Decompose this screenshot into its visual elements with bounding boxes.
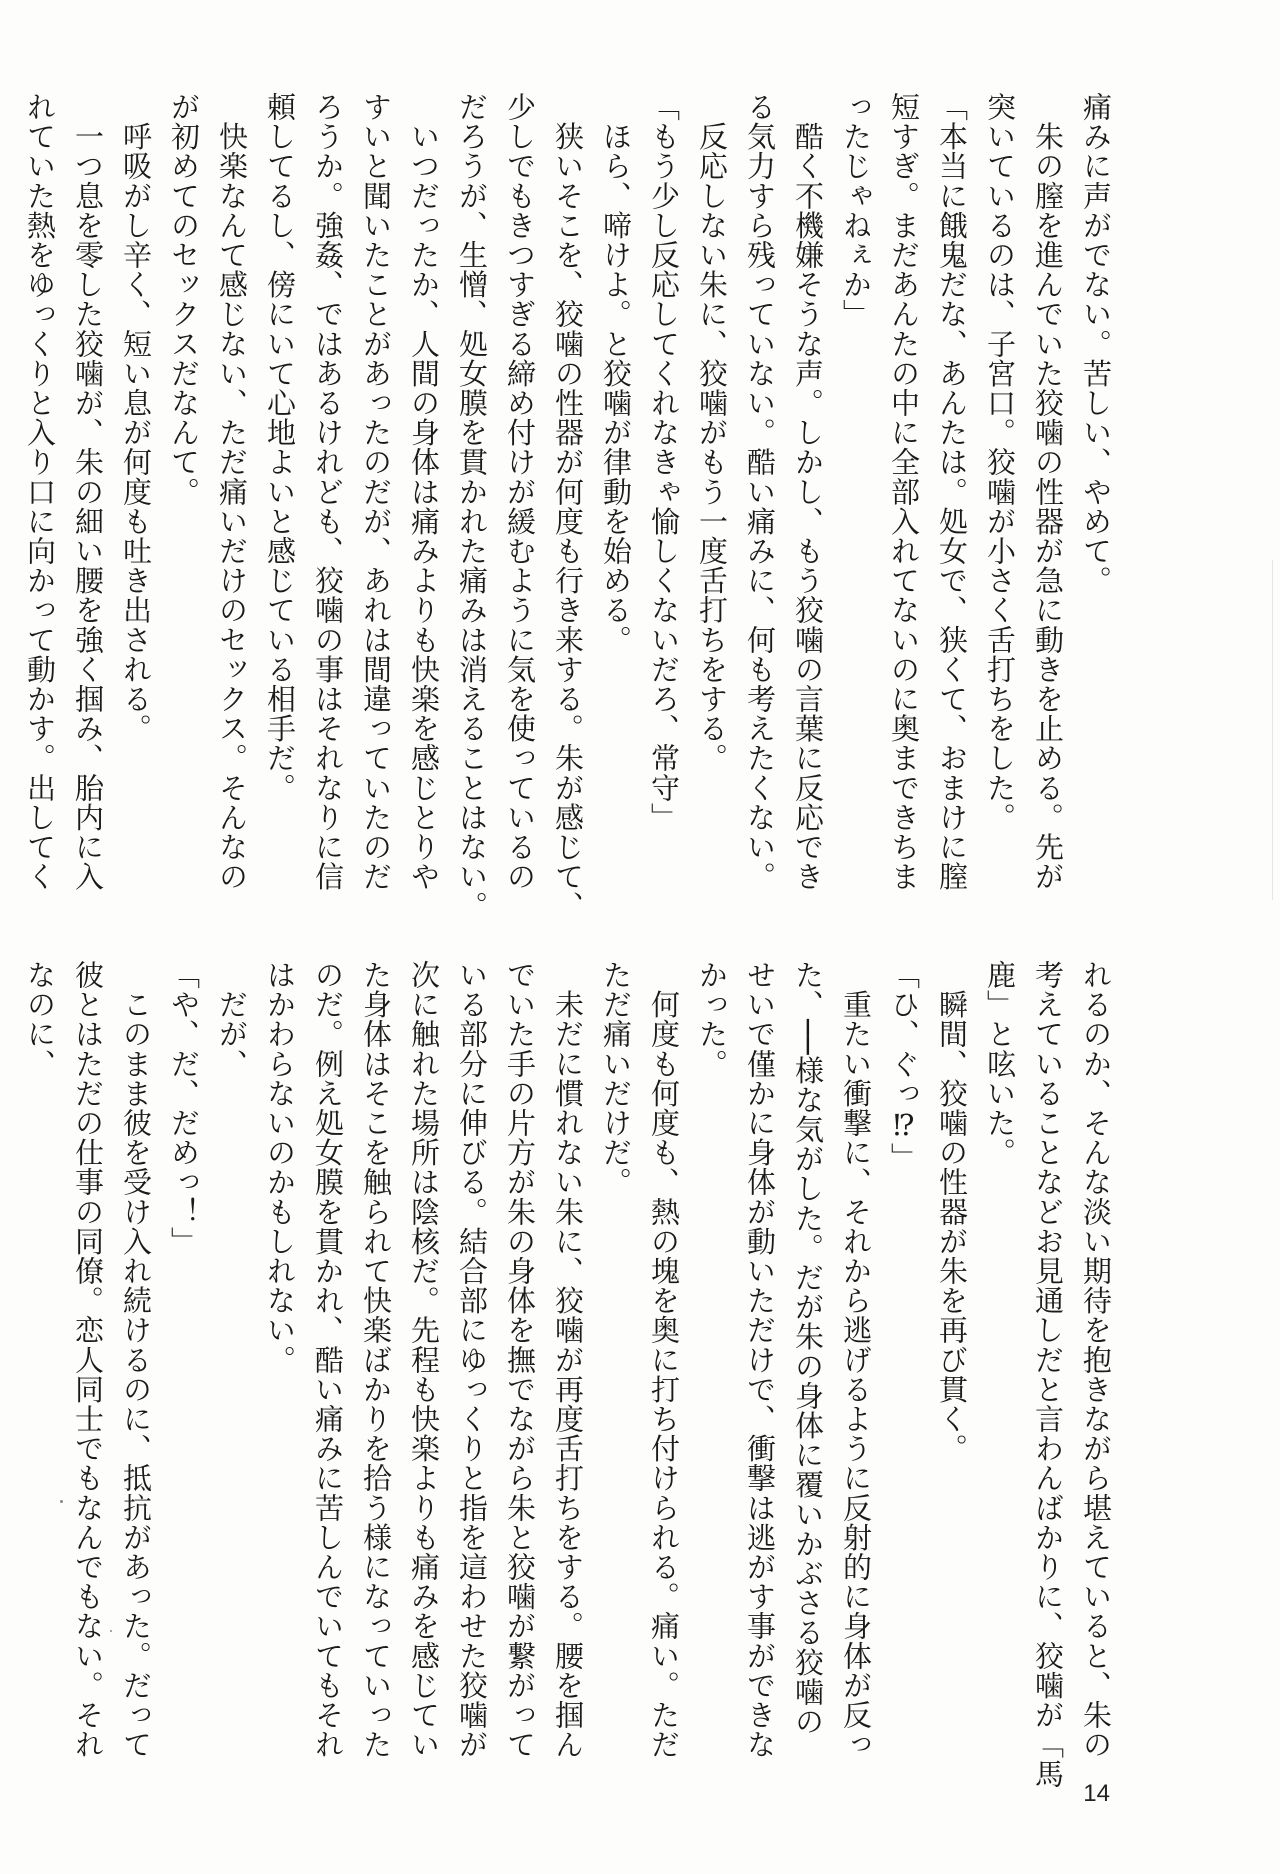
text-line: なのに、: [23, 960, 57, 1079]
scan-edge-shadow: [1272, 560, 1273, 900]
text-line: 痛みに声がでない。苦しい、やめて。: [1079, 92, 1113, 596]
text-line: 次に触れた場所は陰核だ。先程も快楽よりも痛みを感じてい: [407, 960, 441, 1760]
text-line: 瞬間、狡噛の性器が朱を再び貫く。: [935, 960, 969, 1464]
text-line: 朱の膣を進んでいた狡噛の性器が急に動きを止める。先が: [1031, 92, 1065, 892]
text-line: れるのか、そんな淡い期待を抱きながら堪えていると、朱の: [1079, 960, 1113, 1760]
text-line: だろうが、生憎、処女膜を貫かれた痛みは消えることはない。: [455, 92, 489, 921]
text-line: 彼とはただの仕事の同僚。恋人同士でもなんでもない。それ: [71, 960, 105, 1760]
text-line: 酷く不機嫌そうな声。しかし、もう狡噛の言葉に反応でき: [791, 92, 825, 892]
text-line: いる部分に伸びる。結合部にゆっくりと指を這わせた狡噛が: [455, 960, 489, 1760]
text-line: ろうか。強姦、ではあるけれども、狡噛の事はそれなりに信: [311, 92, 345, 892]
text-line: 「や、だ、だめっ！」: [167, 960, 201, 1256]
text-line: かった。: [695, 960, 729, 1079]
page-number: 14: [1083, 1780, 1110, 1807]
text-line: 呼吸がし辛く、短い息が何度も吐き出される。: [119, 92, 153, 744]
text-line: ほら、啼けよ。と狡噛が律動を始める。: [599, 92, 633, 655]
text-line: 鹿」と呟いた。: [983, 960, 1017, 1168]
text-line: 「もう少し反応してくれなきゃ愉しくないだろ、常守」: [647, 92, 681, 832]
text-line: でいた手の片方が朱の身体を撫でながら朱と狡噛が繋がって: [503, 960, 537, 1760]
text-line: れていた熱をゆっくりと入り口に向かって動かす。出してく: [23, 92, 57, 892]
text-line: 一つ息を零した狡噛が、朱の細い腰を強く掴み、胎内に入: [71, 92, 105, 892]
text-line: 頼してるし、傍にいて心地よいと感じている相手だ。: [263, 92, 297, 803]
text-line: 未だに慣れない朱に、狡噛が再度舌打ちをする。腰を掴ん: [551, 960, 585, 1760]
scan-speck: [60, 1500, 63, 1503]
text-block-bottom: [23, 960, 1120, 1789]
scan-speck: [110, 1630, 112, 1632]
text-line: 「本当に餓鬼だな、あんたは。処女で、狭くて、おまけに膣: [935, 92, 969, 892]
text-line: 反応しない朱に、狡噛がもう一度舌打ちをする。: [695, 92, 729, 773]
text-line: 考えていることなどお見通しだと言わんばかりに、狡噛が「馬: [1031, 960, 1065, 1789]
text-line: はかわらないのかもしれない。: [263, 960, 297, 1375]
text-line: せいで僅かに身体が動いただけで、衝撃は逃がす事ができな: [743, 960, 777, 1760]
text-line: すいと聞いたことがあったのだが、あれは間違っていたのだ: [359, 92, 393, 892]
text-line: 重たい衝撃に、それから逃げるように反射的に身体が反っ: [839, 960, 873, 1760]
text-line: ったじゃねぇか」: [839, 92, 873, 329]
text-line: 少しでもきつすぎる締め付けが緩むように気を使っているの: [503, 92, 537, 892]
text-line: る気力すら残っていない。酷い痛みに、何も考えたくない。: [743, 92, 777, 892]
text-line: ただ痛いだけだ。: [599, 960, 633, 1197]
text-line: 「ひ、ぐっ⁉」: [887, 960, 921, 1173]
text-line: のだ。例え処女膜を貫かれ、酷い痛みに苦しんでいてもそれ: [311, 960, 345, 1760]
text-line: いつだったか、人間の身体は痛みよりも快楽を感じとりや: [407, 92, 441, 892]
text-block-top: [23, 92, 1120, 921]
text-line: が初めてのセックスだなんて。: [167, 92, 201, 507]
text-line: このまま彼を受け入れ続けるのに、抵抗があった。だって: [119, 960, 153, 1760]
text-line: 短すぎ。まだあんたの中に全部入れてないのに奥まできちま: [887, 92, 921, 892]
text-line: 何度も何度も、熱の塊を奥に打ち付けられる。痛い。ただ: [647, 960, 681, 1760]
text-line: だが、: [215, 960, 249, 1079]
text-line: た、──様な気がした。だが朱の身体に覆いかぶさる狡噛の: [791, 960, 825, 1737]
text-line: 狭いそこを、狡噛の性器が何度も行き来する。朱が感じて、: [551, 92, 585, 921]
text-line: 突いているのは、子宮口。狡噛が小さく舌打ちをした。: [983, 92, 1017, 832]
text-line: た身体はそこを触られて快楽ばかりを拾う様になっていった: [359, 960, 393, 1760]
text-line: 快楽なんて感じない、ただ痛いだけのセックス。そんなの: [215, 92, 249, 892]
